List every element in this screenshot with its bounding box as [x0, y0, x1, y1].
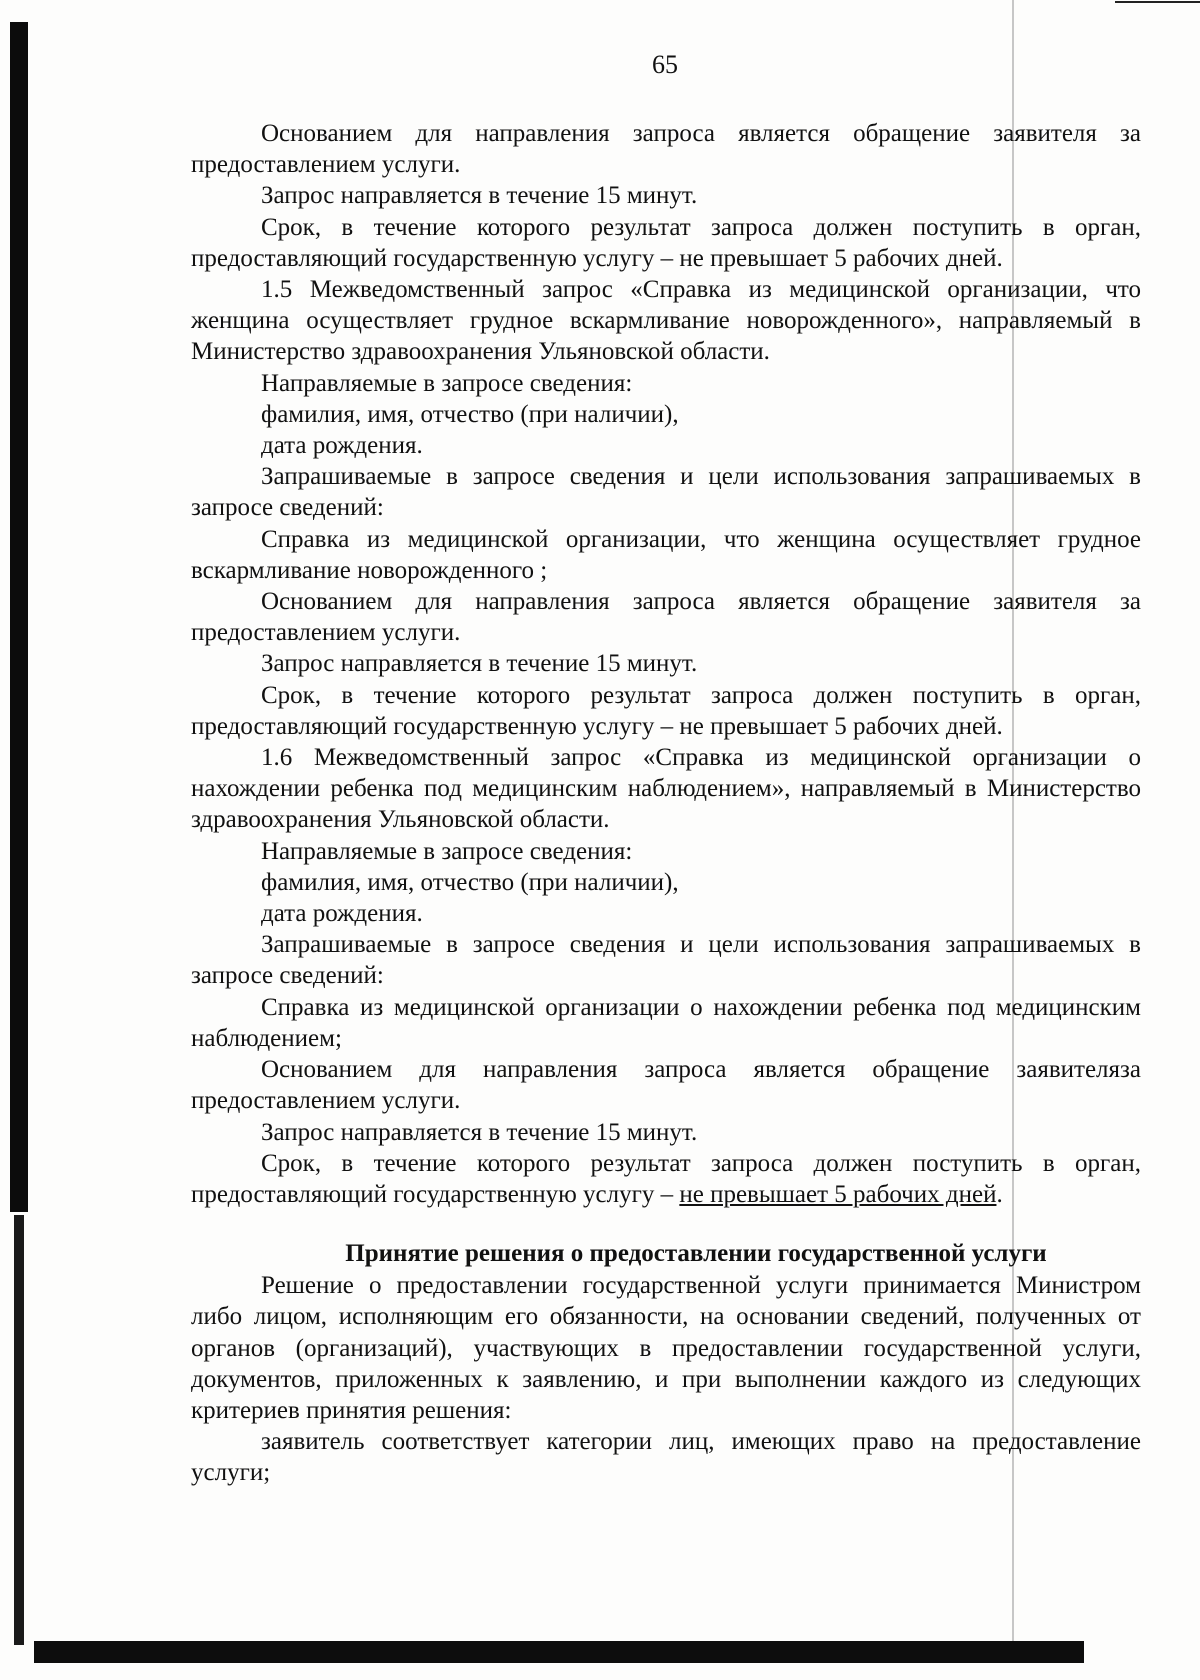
section-heading: Принятие решения о предоставлении государственной услуги	[345, 1240, 1047, 1268]
paragraph: дата рождения.	[261, 900, 423, 928]
paragraph: фамилия, имя, отчество (при наличии),	[261, 868, 679, 896]
paragraph-decision: Решение о предоставлении государственной услуги принимается Министром либо лицом, исполняющим его обязанности, на основании сведений, полученных от органов (организаций), участвующих в предоставлении государственной услуги, документов, приложенных к заявлению, и при выполнении каждого из следующих критериев принятия решения:	[191, 1272, 1141, 1424]
scan-edge-shadow-lower	[14, 1215, 24, 1645]
scan-bottom-shadow	[34, 1641, 1084, 1663]
paragraph-section-1-5: 1.5 Межведомственный запрос «Справка из медицинской организации, что женщина осуществляет грудное вскармливание новорожденного», направляемый в Министерство здравоохранения Ульяновской области.	[191, 276, 1141, 366]
paragraph: Направляемые в запросе сведения:	[261, 837, 633, 865]
paragraph: Запрашиваемые в запросе сведения и цели использования запрашиваемых в запросе сведений:	[191, 931, 1141, 990]
paragraph: Основанием для направления запроса является обращение заявителя за предоставлением услуги.	[191, 120, 1141, 179]
paragraph: Запрос направляется в течение 15 минут.	[261, 182, 698, 210]
paragraph: Направляемые в запросе сведения:	[261, 369, 633, 397]
paragraph-section-1-6: 1.6 Межведомственный запрос «Справка из медицинской организации о нахождении ребенка под медицинским наблюдением», направляемый в Министерство здравоохранения Ульяновской области.	[191, 744, 1141, 834]
paragraph: Основанием для направления запроса является обращение заявителяза предоставлением услуги.	[191, 1056, 1141, 1115]
paragraph: Справка из медицинской организации о нахождении ребенка под медицинским наблюдением;	[191, 993, 1141, 1052]
paragraph: Запрос направляется в течение 15 минут.	[261, 1118, 698, 1146]
paragraph: Запрашиваемые в запросе сведения и цели использования запрашиваемых в запросе сведений:	[191, 463, 1141, 522]
paragraph: Срок, в течение которого результат запроса должен поступить в орган, предоставляющий государственную услугу – не превышает 5 рабочих дней.	[191, 213, 1141, 272]
paragraph-deadline	[191, 1148, 1141, 1210]
paragraph: Справка из медицинской организации, что женщина осуществляет грудное вскармливание новорожденного ;	[191, 525, 1141, 584]
paragraph: Запрос направляется в течение 15 минут.	[261, 650, 698, 678]
paragraph: Основанием для направления запроса является обращение заявителя за предоставлением услуги.	[191, 588, 1141, 647]
scan-edge-shadow	[10, 22, 28, 1212]
paragraph: Срок, в течение которого результат запроса должен поступить в орган, предоставляющий государственную услугу – не превышает 5 рабочих дней.	[191, 681, 1141, 740]
deadline-text: Срок, в течение которого результат запроса должен поступить в орган, предоставляющий государственную услугу –	[191, 1149, 1141, 1208]
paragraph: дата рождения.	[261, 432, 423, 460]
deadline-underlined: не превышает 5 рабочих дней	[679, 1180, 997, 1208]
paragraph-criterion: заявитель соответствует категории лиц, имеющих право на предоставление услуги;	[191, 1428, 1141, 1487]
paragraph: фамилия, имя, отчество (при наличии),	[261, 400, 679, 428]
document-body	[191, 118, 1141, 1489]
scan-corner-line	[1115, 1, 1200, 3]
page-number: 65	[652, 50, 678, 79]
deadline-end: .	[996, 1180, 1003, 1208]
